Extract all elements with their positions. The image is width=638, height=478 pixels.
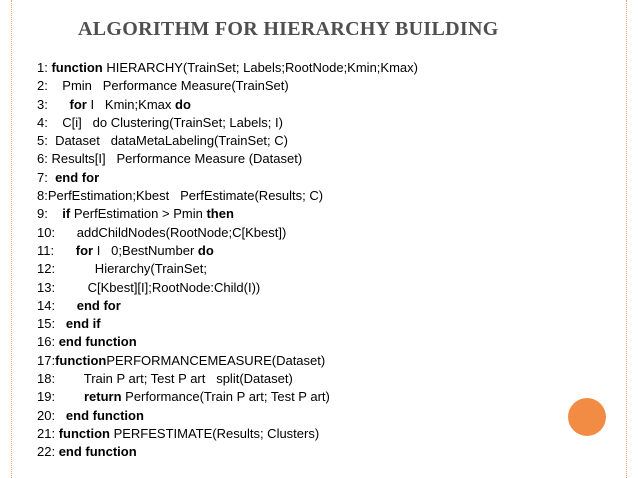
code-line <box>37 297 418 315</box>
code-line <box>37 352 418 370</box>
code-text: 16: <box>37 334 59 350</box>
code-text: 5: Dataset dataMetaLabeling(TrainSet; C) <box>37 133 288 149</box>
left-dotted-rule <box>11 0 12 478</box>
code-keyword: end function <box>65 407 144 423</box>
code-line <box>37 187 418 205</box>
code-text: 7: <box>37 169 56 185</box>
code-line <box>37 132 418 150</box>
code-line <box>37 205 418 223</box>
decorative-circle <box>568 398 606 436</box>
code-line <box>37 169 418 187</box>
code-text: 3: <box>37 96 70 112</box>
code-text: 17: <box>37 352 56 368</box>
code-text: 18: Train P art; Test P art split(Dataset) <box>37 371 293 387</box>
code-keyword: then <box>206 206 234 222</box>
code-text: 13: C[Kbest][I];RootNode:Child(I)) <box>37 279 261 295</box>
code-line <box>37 150 418 168</box>
code-keyword: for <box>75 242 94 258</box>
code-keyword: function <box>55 352 107 368</box>
code-keyword: return <box>83 389 122 405</box>
code-text: I 0;BestNumber <box>93 242 198 258</box>
code-text: I Kmin;Kmax <box>86 96 175 112</box>
code-text: 15: <box>37 316 66 332</box>
code-line <box>37 242 418 260</box>
code-text: 6: Results[I] Performance Measure (Dataset) <box>37 151 303 167</box>
slide-title: ALGORITHM FOR HIERARCHY BUILDING <box>78 18 499 40</box>
code-text: 14: <box>37 297 77 313</box>
code-keyword: do <box>197 242 214 258</box>
code-line <box>37 114 418 132</box>
code-text: 8:PerfEstimation;Kbest PerfEstimate(Results; C) <box>37 188 324 204</box>
code-text: 9: <box>37 206 63 222</box>
code-text: 10: addChildNodes(RootNode;C[Kbest]) <box>37 224 287 240</box>
code-keyword: do <box>175 96 191 112</box>
code-line <box>37 333 418 351</box>
right-dotted-rule <box>626 0 627 478</box>
code-line <box>37 370 418 388</box>
code-keyword: function <box>58 425 110 441</box>
code-line <box>37 59 418 77</box>
code-text: 22: <box>37 444 59 460</box>
code-text: 1: <box>37 60 52 75</box>
code-text: PerfEstimation > Pmin <box>70 206 207 222</box>
code-line <box>37 425 418 443</box>
code-keyword: for <box>69 96 87 112</box>
code-text: HIERARCHY(TrainSet; Labels;RootNode;Kmin;Kmax) <box>102 60 418 75</box>
code-keyword: end function <box>58 334 137 350</box>
code-line <box>37 279 418 297</box>
code-keyword: end for <box>55 169 100 185</box>
code-text: PERFORMANCEMEASURE(Dataset) <box>106 352 326 368</box>
code-keyword: end function <box>58 444 137 460</box>
code-line <box>37 388 418 406</box>
code-text: 11: <box>37 242 76 258</box>
code-text: 4: C[i] do Clustering(TrainSet; Labels; I) <box>37 114 283 130</box>
algorithm-pseudocode <box>37 59 418 462</box>
code-line <box>37 443 418 461</box>
code-text: 20: <box>37 407 66 423</box>
code-line <box>37 96 418 114</box>
code-text: 12: Hierarchy(TrainSet; <box>37 261 208 277</box>
code-text: 2: Pmin Performance Measure(TrainSet) <box>37 78 289 94</box>
code-text: PERFESTIMATE(Results; Clusters) <box>109 425 320 441</box>
code-line <box>37 224 418 242</box>
code-text: 19: <box>37 389 84 405</box>
code-line <box>37 407 418 425</box>
code-line <box>37 315 418 333</box>
code-text: Performance(Train P art; Test P art) <box>121 389 330 405</box>
code-keyword: end for <box>76 297 121 313</box>
code-line <box>37 260 418 278</box>
code-line <box>37 77 418 95</box>
code-keyword: end if <box>65 316 101 332</box>
code-text: 21: <box>37 425 59 441</box>
code-keyword: if <box>62 206 71 222</box>
code-keyword: function <box>51 60 103 75</box>
